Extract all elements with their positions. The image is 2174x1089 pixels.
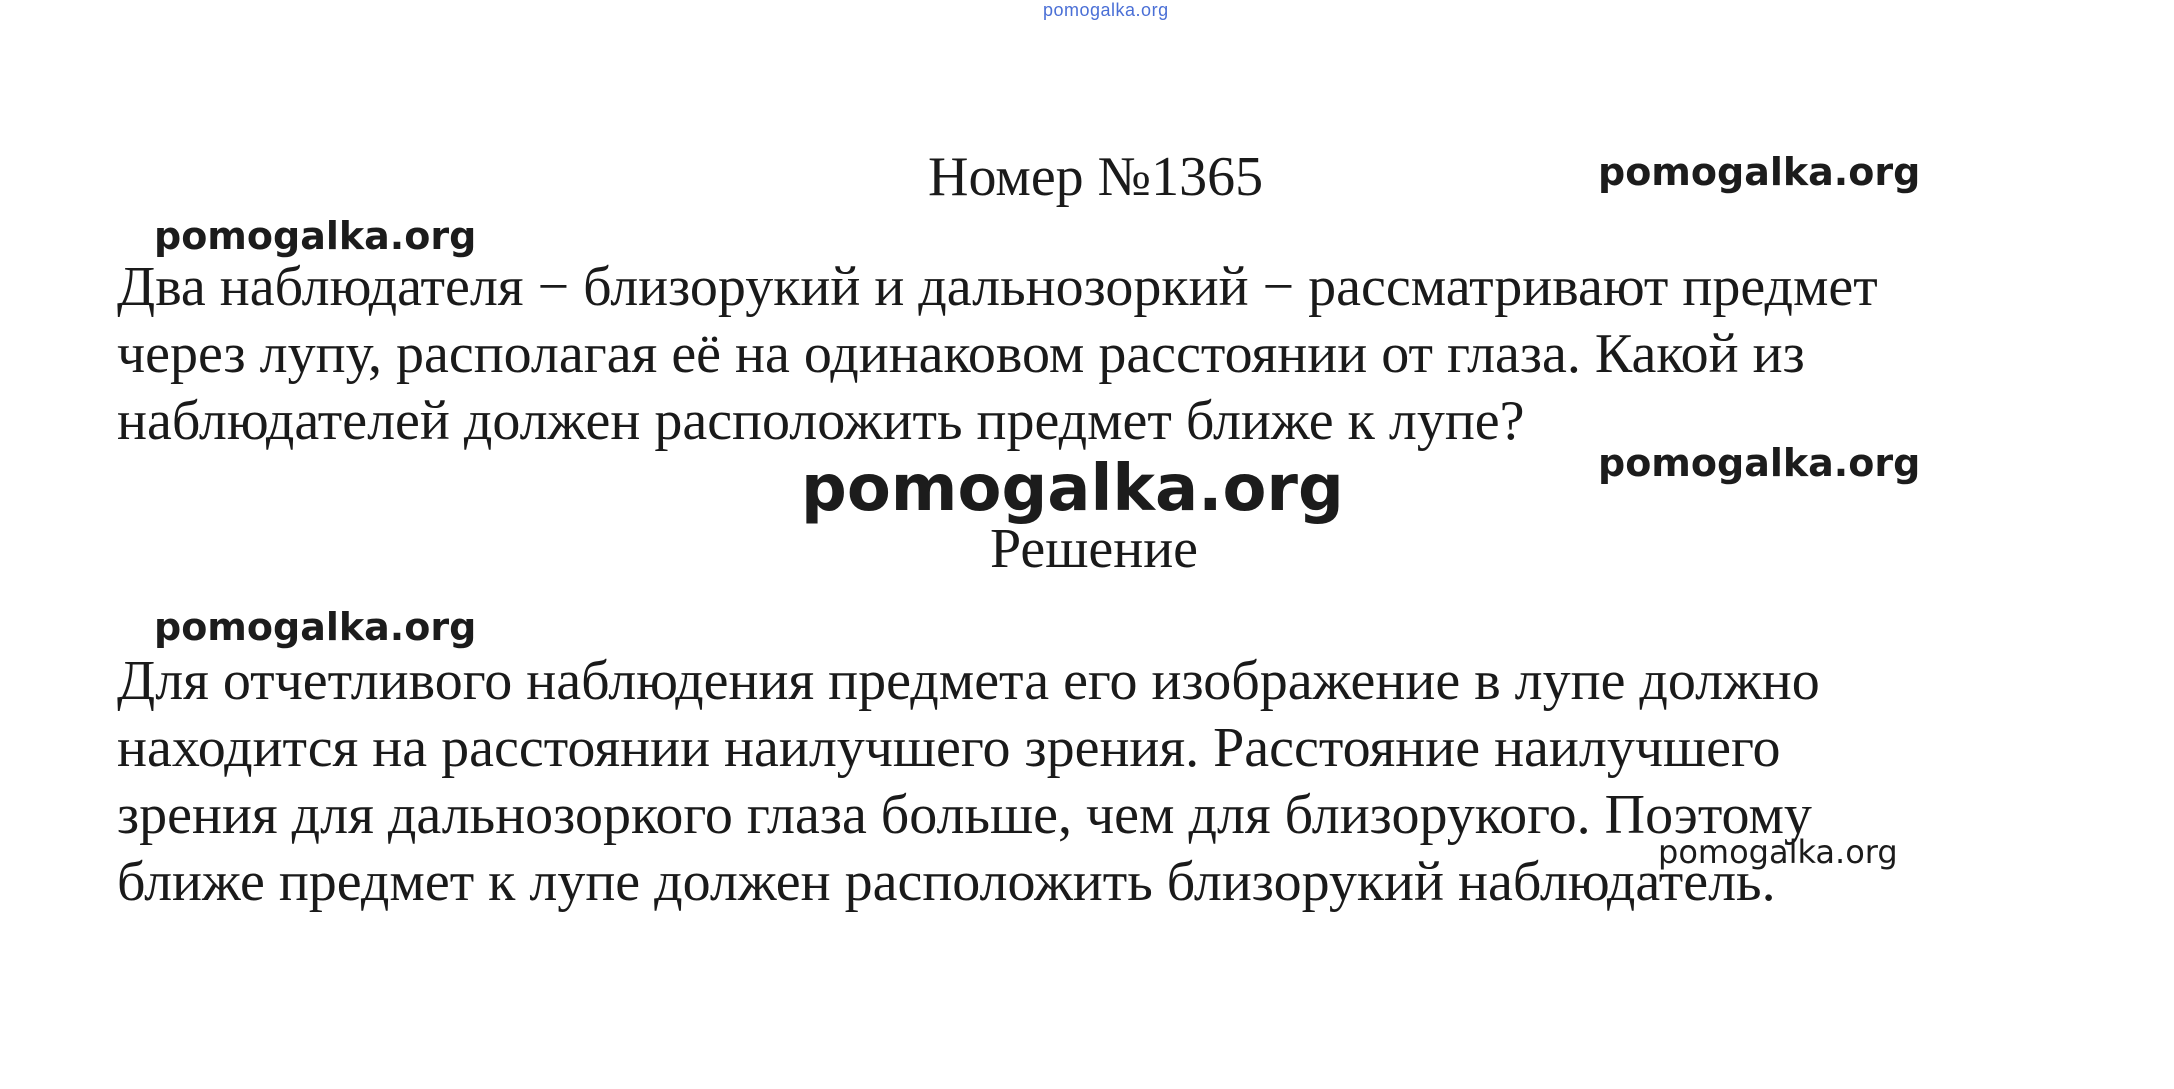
question-line: наблюдателей должен расположить предмет ближе к лупе?	[117, 390, 1525, 452]
watermark-3: pomogalka.org	[1598, 441, 1921, 485]
watermark-large: pomogalka.org	[801, 452, 1344, 526]
watermark-2: pomogalka.org	[154, 214, 477, 258]
question-line: через лупу, располагая её на одинаковом расстоянии от глаза. Какой из	[117, 323, 1805, 385]
top-watermark: pomogalka.org	[1043, 0, 1169, 20]
page-title: Номер №1365	[928, 146, 1264, 208]
answer-line: Для отчетливого наблюдения предмета его изображение в лупе должно	[117, 650, 1820, 712]
answer-line: находится на расстоянии наилучшего зрения. Расстояние наилучшего	[117, 717, 1781, 779]
question-line: Два наблюдателя − близорукий и дальнозоркий − рассматривают предмет	[117, 256, 1878, 318]
answer-text	[117, 648, 1820, 916]
watermark-5: pomogalka.org	[1658, 833, 1898, 871]
watermark-1: pomogalka.org	[1598, 150, 1921, 194]
watermark-4: pomogalka.org	[154, 605, 477, 649]
solution-heading: Решение	[990, 518, 1199, 580]
answer-line: ближе предмет к лупе должен расположить близорукий наблюдатель.	[117, 851, 1776, 913]
answer-line: зрения для дальнозоркого глаза больше, чем для близорукого. Поэтому	[117, 784, 1812, 846]
question-text	[117, 254, 1878, 455]
